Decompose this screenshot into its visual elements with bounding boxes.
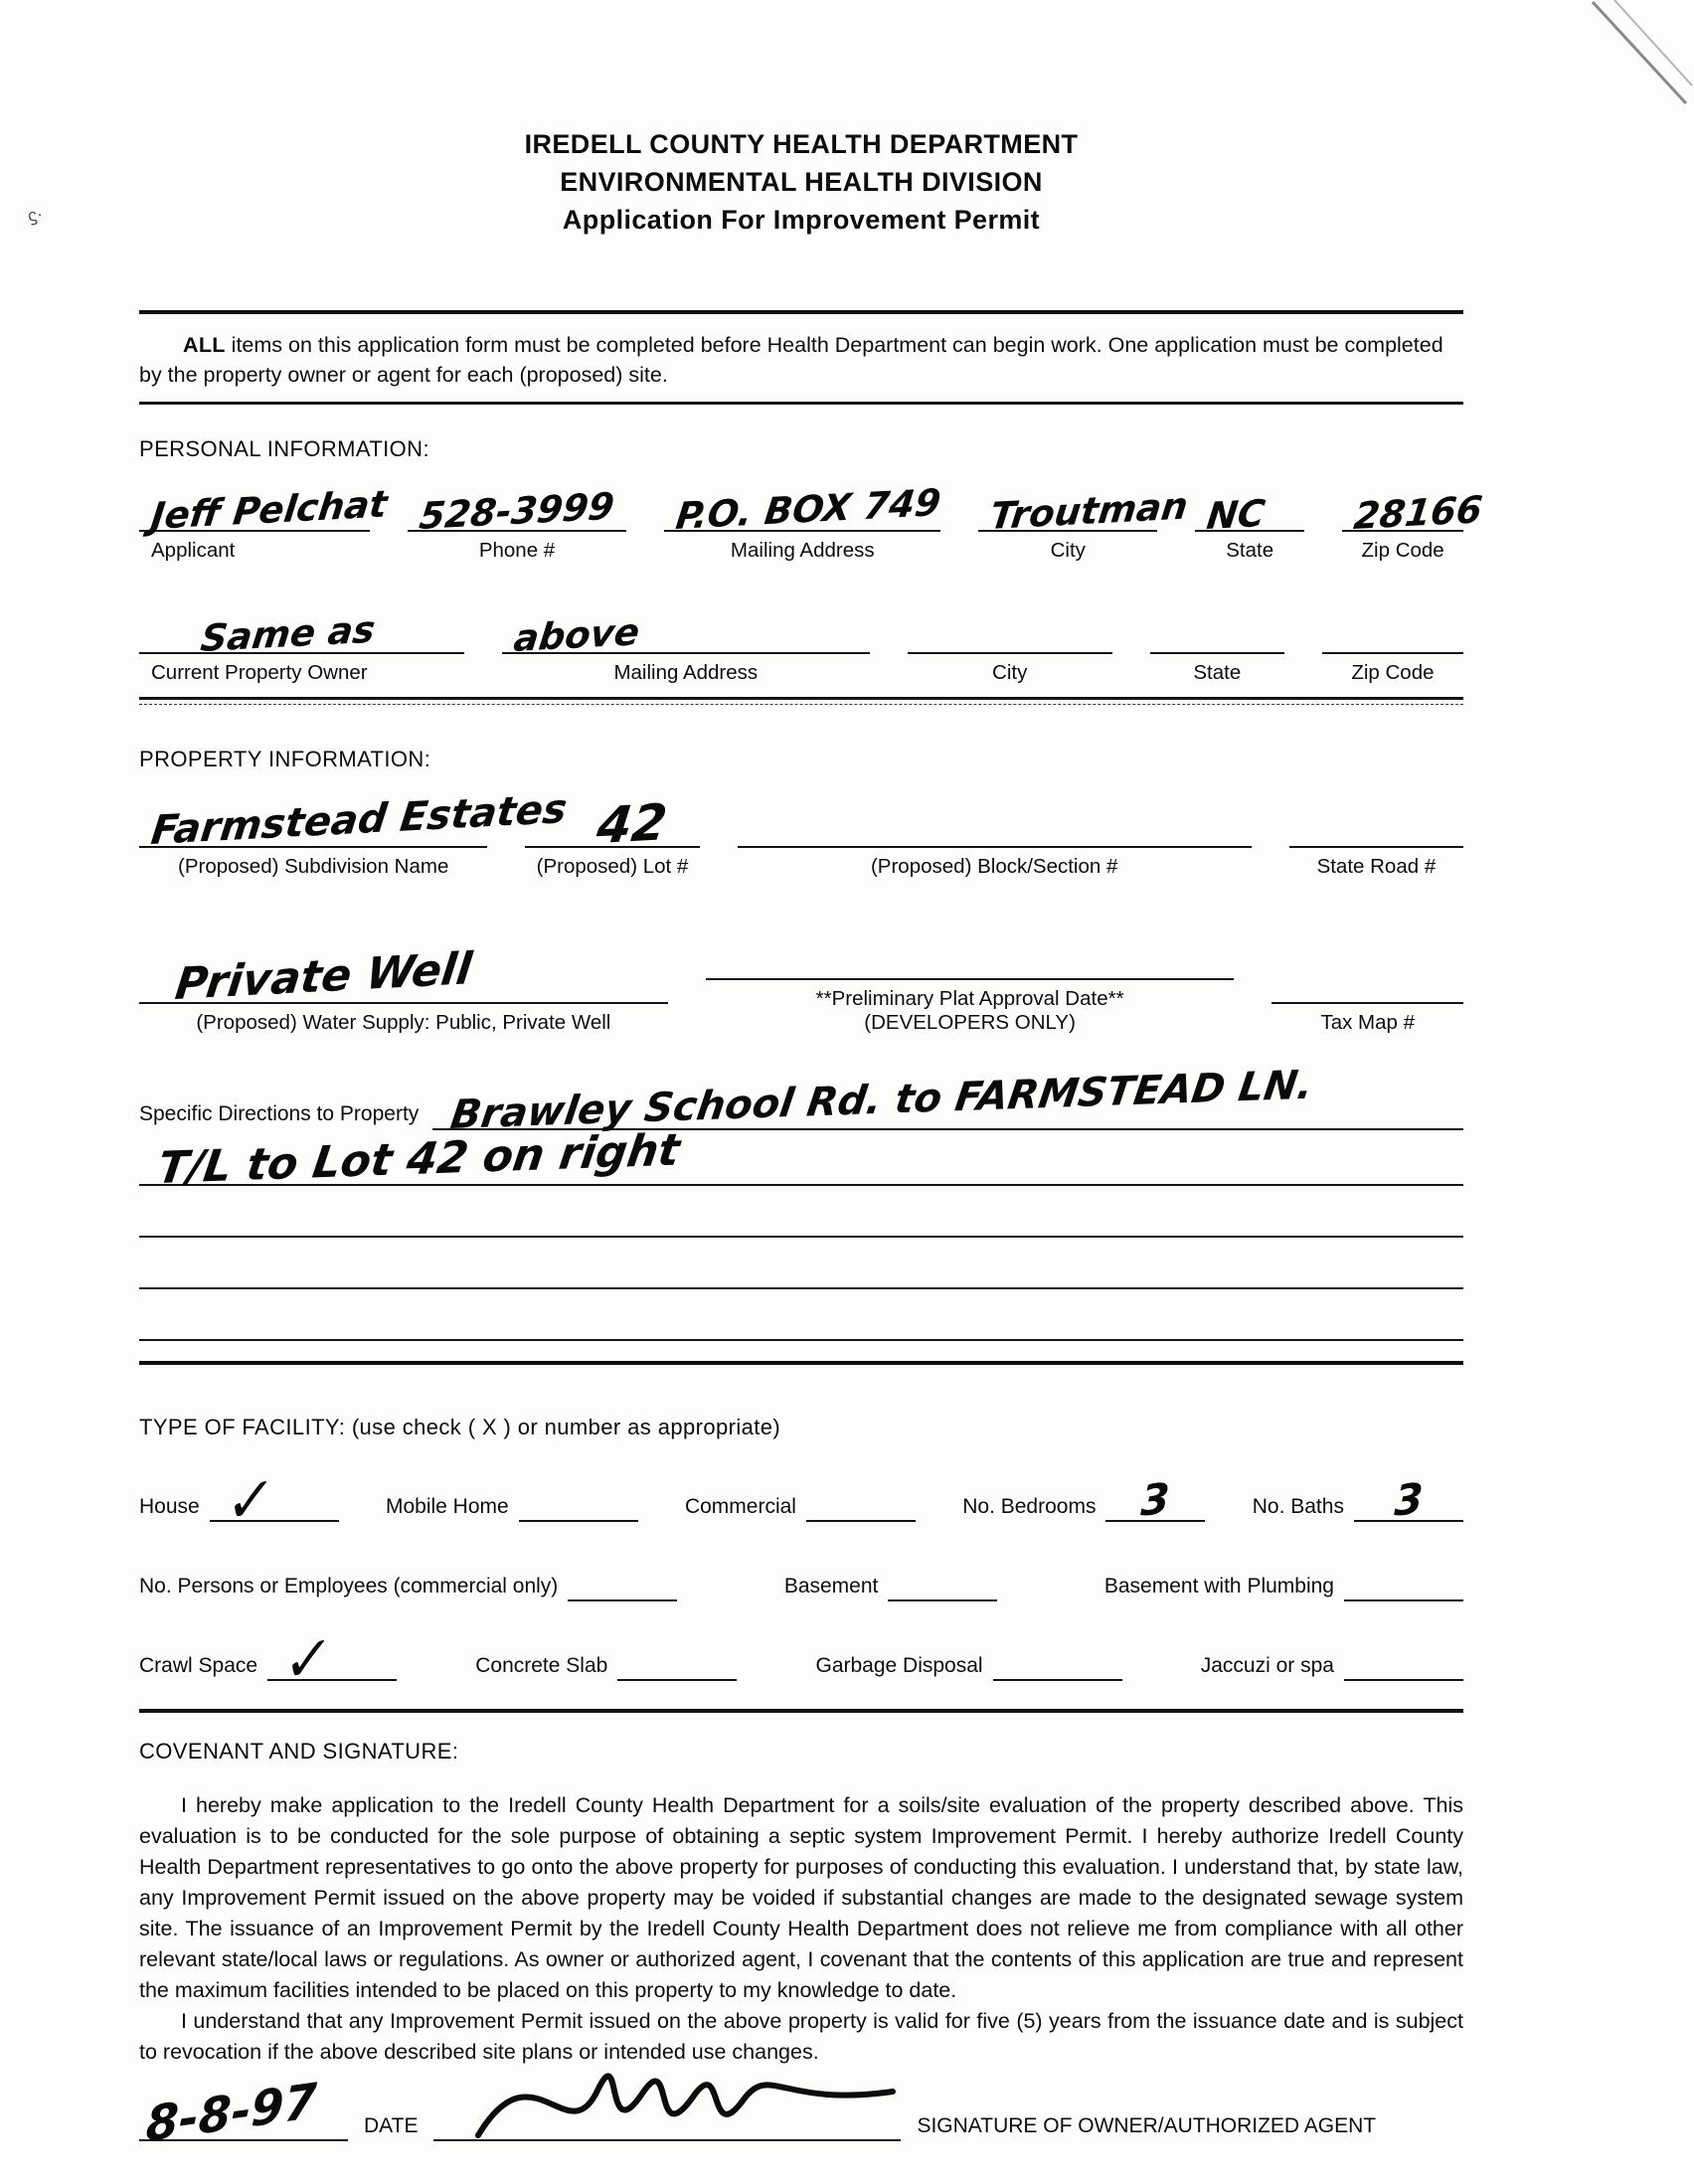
basement-plumbing-checkbox[interactable]: [1344, 1568, 1463, 1601]
basement-label: Basement: [783, 1575, 879, 1597]
applicant-input[interactable]: [139, 470, 390, 538]
phone-field: [408, 470, 626, 563]
owner-city-input[interactable]: [908, 596, 1112, 654]
commercial-label: Commercial: [684, 1495, 796, 1518]
directions-label: Specific Directions to Property: [139, 1102, 420, 1125]
house-checkbox[interactable]: [210, 1461, 339, 1539]
persons-label: No. Persons or Employees (commercial only): [139, 1575, 559, 1597]
directions-line1-input[interactable]: [432, 1062, 1463, 1139]
owner-zip-field: [1322, 596, 1463, 685]
jaccuzi-label: Jaccuzi or spa: [1200, 1654, 1334, 1677]
date-handwriting: 8-8-97: [144, 2073, 318, 2154]
baths-label: No. Baths: [1252, 1495, 1344, 1518]
plat-approval-sublabel: (DEVELOPERS ONLY): [864, 1011, 1076, 1034]
current-owner-handwriting: Same as: [198, 607, 378, 660]
owner-state-field: [1150, 596, 1284, 685]
owner-mailing-label: Mailing Address: [613, 661, 759, 684]
mailing-address-field: [664, 470, 943, 563]
lot-handwriting: 42: [593, 792, 671, 855]
tax-map-input[interactable]: [1271, 938, 1463, 1004]
water-supply-handwriting: Private Well: [172, 943, 475, 1011]
tax-map-field: [1271, 915, 1463, 1035]
subdivision-input[interactable]: [139, 780, 570, 855]
divider: [139, 1709, 1463, 1713]
current-owner-field: [139, 596, 464, 685]
house-label: House: [139, 1495, 200, 1518]
owner-state-label: State: [1193, 661, 1242, 684]
date-label: DATE: [364, 2114, 419, 2137]
property-information-heading: PROPERTY INFORMATION:: [139, 747, 431, 771]
owner-zip-input[interactable]: [1322, 596, 1463, 654]
covenant-paragraph-2: I understand that any Improvement Permit issued on the above property is valid for five (5) years from the issuance date and is subject to revocation if the above described site plans or intended use changes.: [139, 2009, 1463, 2064]
owner-city-field: [908, 596, 1112, 685]
facility-heading: TYPE OF FACILITY: (use check ( X ) or number as appropriate): [139, 1415, 781, 1439]
jaccuzi-checkbox[interactable]: [1344, 1647, 1463, 1681]
covenant-heading: COVENANT AND SIGNATURE:: [139, 1739, 459, 1764]
applicant-label: Applicant: [151, 539, 236, 562]
form-header: [139, 0, 1463, 239]
directions-line2-handwriting: T/L to Lot 42 on right: [154, 1124, 683, 1195]
department-title: IREDELL COUNTY HEALTH DEPARTMENT: [524, 129, 1079, 159]
city-label: City: [1050, 539, 1086, 562]
owner-mailing-field: [502, 596, 870, 685]
facility-note: (use check ( X ) or number as appropriate): [351, 1415, 781, 1439]
baths-input[interactable]: [1354, 1473, 1463, 1526]
divider: [139, 402, 1463, 405]
commercial-checkbox[interactable]: [806, 1488, 916, 1522]
state-road-label: State Road #: [1316, 855, 1437, 878]
water-supply-input[interactable]: [139, 938, 668, 1011]
zip-input[interactable]: [1342, 470, 1485, 538]
applicant-handwriting: Jeff Pelchat: [148, 482, 390, 538]
bedrooms-label: No. Bedrooms: [962, 1495, 1097, 1518]
persons-input[interactable]: [568, 1568, 677, 1601]
subdivision-label: (Proposed) Subdivision Name: [178, 855, 449, 878]
basement-checkbox[interactable]: [888, 1568, 997, 1601]
basement-plumbing-label: Basement with Plumbing: [1103, 1575, 1334, 1597]
personal-information-heading: PERSONAL INFORMATION:: [139, 436, 429, 461]
plat-approval-field: [706, 915, 1235, 1035]
subdivision-field: [139, 780, 570, 879]
bedrooms-handwriting: 3: [1140, 1473, 1171, 1526]
block-section-label: (Proposed) Block/Section #: [870, 855, 1118, 878]
divider: [139, 310, 1463, 314]
facility-row-3: [139, 1620, 1463, 1698]
divider: [139, 697, 1463, 705]
zip-handwriting: 28166: [1351, 487, 1485, 538]
directions-line1-handwriting: Brawley School Rd. to FARMSTEAD LN.: [447, 1062, 1316, 1139]
plat-approval-input[interactable]: [706, 915, 1235, 980]
lot-input[interactable]: [525, 780, 699, 855]
covenant-text: [139, 1790, 1463, 2068]
subdivision-handwriting: Farmstead Estates: [148, 785, 570, 855]
garbage-disposal-label: Garbage Disposal: [815, 1654, 983, 1677]
house-checkmark: ✓: [223, 1461, 278, 1539]
garbage-disposal-checkbox[interactable]: [993, 1647, 1122, 1681]
current-owner-label: Current Property Owner: [151, 661, 368, 684]
owner-city-label: City: [992, 661, 1028, 684]
owner-signature-scribble: [433, 2036, 901, 2155]
scan-stray-mark: ϛ·: [25, 203, 45, 227]
mailing-address-handwriting: P.O. BOX 749: [673, 480, 943, 538]
signature-label: SIGNATURE OF OWNER/AUTHORIZED AGENT: [917, 2114, 1377, 2137]
phone-handwriting: 528-3999: [417, 484, 617, 538]
state-road-input[interactable]: [1289, 780, 1463, 848]
mobile-home-checkbox[interactable]: [519, 1488, 638, 1522]
city-input[interactable]: [978, 470, 1191, 538]
crawl-space-label: Crawl Space: [139, 1654, 258, 1677]
state-handwriting: NC: [1204, 491, 1268, 538]
date-field[interactable]: [139, 2073, 348, 2154]
covenant-paragraph-1: I hereby make application to the Iredell County Health Department for a soils/site evaluation of the property described above. This evaluation is to be conducted for the sole purpose of obtaining a septic system Improvement Permit. I hereby authorize Iredell County Health Department representatives to go onto the above property for purposes of conducting this evaluation. I understand that, by state law, any Improvement Permit issued on the above property may be voided if substantial changes are made to the designated sewage system site. The issuance of an Improvement Permit by the Iredell County Health Department does not relieve me from compliance with all other relevant state/local laws or regulations. As owner or authorized agent, I covenant that the contents of this application are true and represent the maximum facilities intended to be placed on this property to my knowledge to date.: [139, 1793, 1463, 2002]
instructions-lead: ALL: [183, 333, 226, 357]
instructions-paragraph: [139, 330, 1463, 390]
block-section-input[interactable]: [738, 780, 1252, 848]
crawl-space-checkbox[interactable]: [267, 1620, 397, 1698]
concrete-slab-checkbox[interactable]: [617, 1647, 737, 1681]
directions-blank-line[interactable]: [139, 1186, 1463, 1238]
lot-label: (Proposed) Lot #: [536, 855, 689, 878]
owner-mailing-handwriting: above: [511, 609, 642, 660]
facility-row-1: [139, 1461, 1463, 1539]
water-supply-label: (Proposed) Water Supply: Public, Private Well: [196, 1011, 611, 1034]
mobile-home-label: Mobile Home: [385, 1495, 509, 1518]
zip-label: Zip Code: [1361, 539, 1444, 562]
state-field: [1195, 470, 1304, 563]
directions-line2-input[interactable]: [139, 1124, 1463, 1195]
zip-field: [1342, 470, 1485, 563]
owner-zip-label: Zip Code: [1351, 661, 1435, 684]
lot-field: [525, 780, 699, 879]
state-label: State: [1226, 539, 1274, 562]
phone-label: Phone #: [478, 539, 556, 562]
mailing-address-label: Mailing Address: [730, 539, 875, 562]
signature-row: [139, 2073, 1463, 2154]
concrete-slab-label: Concrete Slab: [475, 1654, 608, 1677]
owner-mailing-input[interactable]: [502, 596, 870, 660]
mailing-address-input[interactable]: [664, 470, 943, 538]
signature-field[interactable]: [433, 2107, 901, 2141]
tax-map-label: Tax Map #: [1320, 1011, 1416, 1034]
city-field: [978, 470, 1191, 563]
baths-handwriting: 3: [1393, 1473, 1425, 1526]
applicant-field: [139, 470, 390, 563]
city-handwriting: Troutman: [987, 484, 1191, 538]
bedrooms-input[interactable]: [1105, 1473, 1205, 1526]
division-title: ENVIRONMENTAL HEALTH DIVISION: [560, 167, 1043, 197]
facility-row-2: [139, 1568, 1463, 1601]
block-section-field: [738, 780, 1252, 879]
water-supply-field: [139, 915, 668, 1035]
instructions-text: items on this application form must be completed before Health Department can begin work. One application must be completed by the property owner or agent for each (proposed) site.: [139, 333, 1443, 387]
directions-blank-line[interactable]: [139, 1289, 1463, 1341]
state-road-field: [1289, 780, 1463, 879]
divider: [139, 1361, 1463, 1365]
phone-input[interactable]: [408, 470, 626, 538]
current-owner-input[interactable]: [139, 596, 464, 660]
page-corner-crease: [1575, 0, 1694, 109]
owner-state-input[interactable]: [1150, 596, 1284, 654]
plat-approval-label: **Preliminary Plat Approval Date** (DEVELOPERS ONLY): [706, 980, 1235, 1035]
state-input[interactable]: [1195, 470, 1304, 538]
crawl-space-checkmark: ✓: [280, 1620, 336, 1698]
directions-blank-line[interactable]: [139, 1238, 1463, 1289]
form-title: Application For Improvement Permit: [562, 205, 1041, 235]
